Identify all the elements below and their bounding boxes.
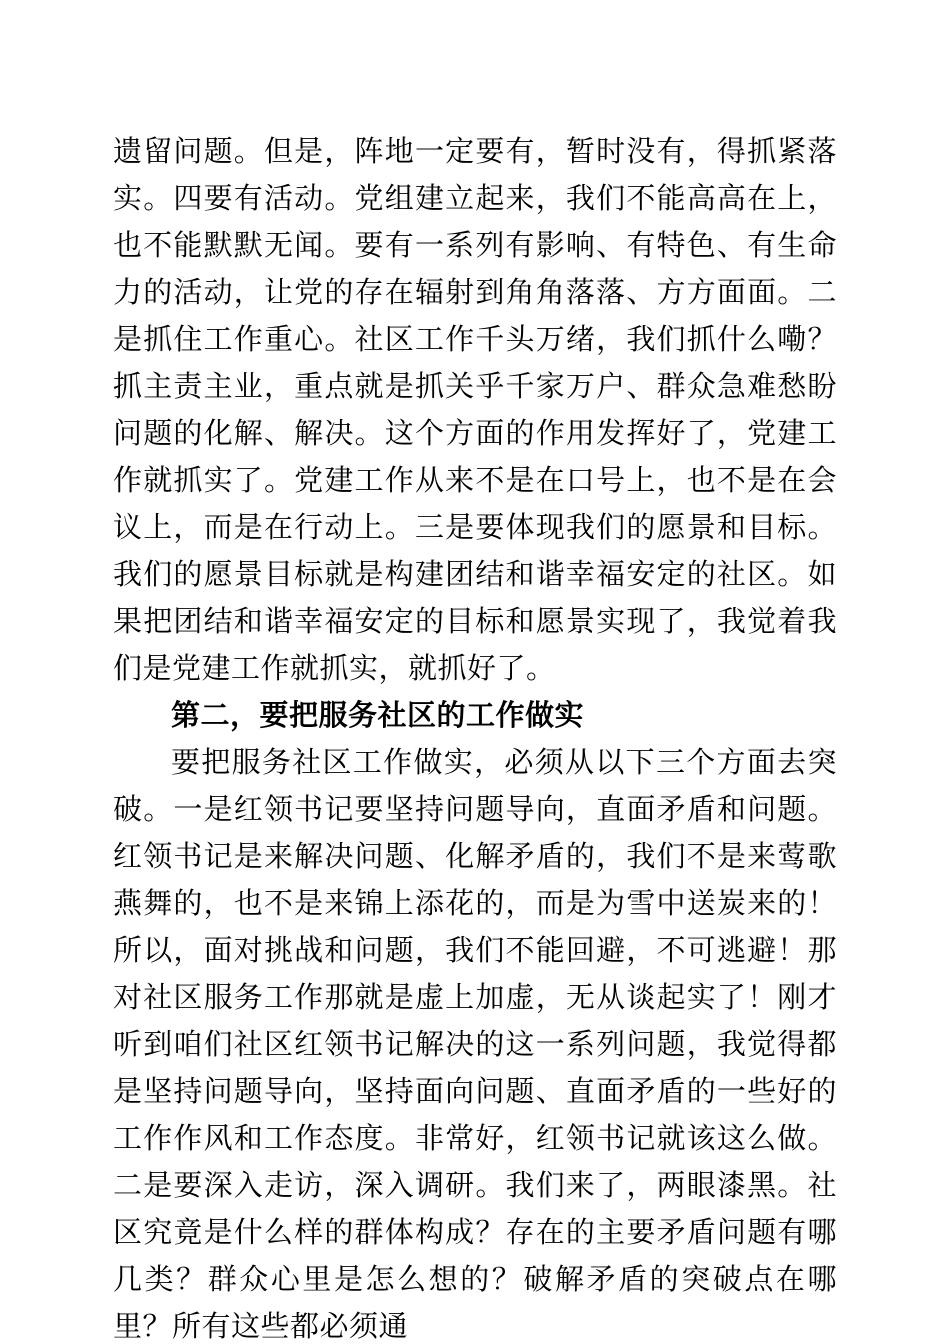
section-heading: 第二，要把服务社区的工作做实: [171, 698, 585, 732]
paragraph-body: 要把服务社区工作做实，必须从以下三个方面去突破。一是红领书记要坚持问题导向，直面矛盾和问题。红领书记是来解决问题、化解矛盾的，我们不是来莺歌燕舞的，也不是来锦上添花的，而是为雪中送炭来的！所以，面对挑战和问题，我们不能回避，不可逃避！那对社区服务工作那就是虚上加虚，无从谈起实了！刚才听到咱们社区红领书记解决的这一系列问题，我觉得都是坚持问题导向，坚持面向问题、直面矛盾的一些好的工作作风和工作态度。非常好，红领书记就该这么做。二是要深入走访，深入调研。我们来了，两眼漆黑。社区究竟是什么样的群体构成？存在的主要矛盾问题有哪几类？群众心里是怎么想的？破解矛盾的突破点在哪里？所有这些都必须通: [113, 745, 837, 1343]
document-text-area: [113, 128, 837, 1344]
paragraph-continuation: 遗留问题。但是，阵地一定要有，暂时没有，得抓紧落实。四要有活动。党组建立起来，我们不能高高在上，也不能默默无闻。要有一系列有影响、有特色、有生命力的活动，让党的存在辐射到角角落落、方方面面。二是抓住工作重心。社区工作千头万绪，我们抓什么嘞？抓主责主业，重点就是抓关乎千家万户、群众急难愁盼问题的化解、解决。这个方面的作用发挥好了，党建工作就抓实了。党建工作从来不是在口号上，也不是在会议上，而是在行动上。三是要体现我们的愿景和目标。我们的愿景目标就是构建团结和谐幸福安定的社区。如果把团结和谐幸福安定的目标和愿景实现了，我觉着我们是党建工作就抓实，就抓好了。: [113, 134, 837, 685]
